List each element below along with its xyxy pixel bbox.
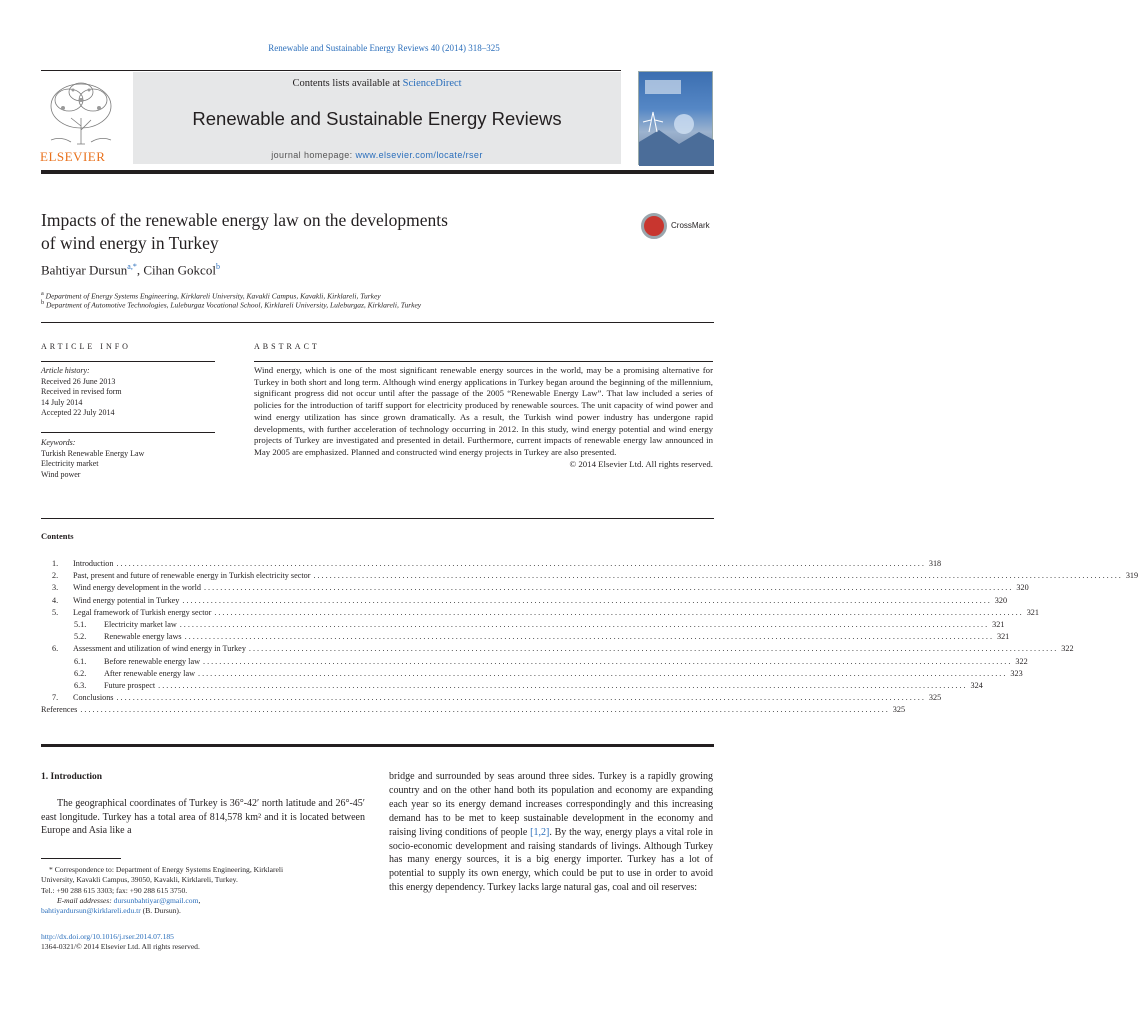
- body-paragraph: The geographical coordinates of Turkey is 36°-42′ north latitude and 26°-45′ east longitude. Turkey has a total area of 814,578 km² and it is located between Europe and Asia like a: [41, 798, 365, 837]
- toc-page: 319: [1125, 571, 1138, 581]
- toc-leader: ........................................................................................................................................................................................................: [182, 595, 992, 605]
- toc-number: 7.: [52, 693, 59, 703]
- toc-number: 5.2.: [74, 632, 87, 642]
- doi-link[interactable]: http://dx.doi.org/10.1016/j.rser.2014.07.185: [41, 932, 174, 941]
- divider: [41, 518, 714, 519]
- author-name: Bahtiyar Dursun: [41, 262, 128, 278]
- journal-citation[interactable]: Renewable and Sustainable Energy Reviews 40 (2014) 318–325: [268, 43, 500, 53]
- section-rule: [41, 744, 714, 747]
- divider: [41, 432, 215, 433]
- author-list: [41, 262, 220, 278]
- author-affiliation-link[interactable]: a,*: [127, 262, 137, 271]
- toc-label: Conclusions: [73, 693, 114, 703]
- article-info-heading: ARTICLE INFO: [41, 342, 131, 351]
- toc-leader: ........................................................................................................................................................................................................: [214, 607, 1024, 617]
- toc-number: 6.1.: [74, 656, 87, 666]
- toc-page: 321: [996, 632, 1010, 642]
- table-of-contents: [41, 559, 1138, 717]
- toc-number: 6.2.: [74, 668, 87, 678]
- toc-label: Introduction: [73, 559, 114, 568]
- toc-page: 325: [892, 705, 906, 715]
- toc-entry[interactable]: [41, 559, 942, 571]
- toc-page: 320: [994, 595, 1008, 605]
- divider: [41, 322, 714, 323]
- toc-entry[interactable]: [41, 668, 1023, 681]
- toc-leader: ........................................................................................................................................................................................................: [80, 705, 890, 715]
- toc-entry[interactable]: [41, 632, 1010, 644]
- abstract-copyright: © 2014 Elsevier Ltd. All rights reserved.: [569, 458, 713, 469]
- toc-entry[interactable]: [41, 656, 1028, 669]
- toc-label: Wind energy potential in Turkey: [73, 595, 180, 605]
- body-paragraph: bridge and surrounded by seas around three sides. Turkey is a rapidly growing country and on the other hand both its population and economy are expanding each year so its energy demand increases correspondingly and this increasing demand has to be met to keep sustainable development in the economy and raising living conditions of people [1,2]. By the way, energy plays a vital role in socio-economic development and raising standards of livings. Although Turkey has many energy sources, it is a big energy importer. Turkey has a lot of potential to supply its own energy, which could be put to use in order to avoid this energy dependency. Turkey lacks large natural gas, coal and oil reserves:: [389, 771, 713, 894]
- toc-leader: ........................................................................................................................................................................................................: [203, 656, 1013, 666]
- toc-label: Past, present and future of renewable energy in Turkish electricity sector: [73, 571, 311, 581]
- cover-illustration: [639, 72, 714, 166]
- journal-cover-image[interactable]: [638, 71, 713, 165]
- crossmark-label: CrossMark: [671, 221, 710, 230]
- elsevier-wordmark: ELSEVIER: [40, 149, 106, 164]
- divider: [41, 361, 215, 362]
- toc-page: 318: [928, 559, 942, 568]
- toc-number: 6.: [52, 644, 59, 654]
- header-top-rule: [41, 70, 621, 71]
- toc-page: 320: [1016, 583, 1029, 593]
- toc-number: 4.: [52, 595, 59, 605]
- correspondence-footnote: * Correspondence to: Department of Energy Systems Engineering, Kirklareli University, Kavakli Campus, 39050, Kavakli, Kirklareli, Turkey. Tel.: +90 288 615 3303; fax: +90 288 615 3750. E-mail addresses: dursunbahtiyar@gmail.com, bahtiyardursun@kirklareli.edu.tr (B. Dursun).: [41, 865, 284, 916]
- toc-leader: ........................................................................................................................................................................................................: [313, 571, 1123, 581]
- toc-entry[interactable]: [41, 607, 1039, 620]
- toc-page: 323: [1010, 668, 1023, 678]
- abstract-heading: ABSTRACT: [254, 342, 320, 351]
- citation-link[interactable]: [1,2]: [530, 826, 550, 838]
- email-link[interactable]: bahtiyardursun@kirklareli.edu.tr: [41, 906, 141, 916]
- affiliation-b: $^b$ Department of Automotive Technologies, Luleburgaz Vocational School, Kirklareli University, Luleburgaz, Kirklareli, Turkey: [41, 299, 422, 310]
- journal-homepage: journal homepage: www.elsevier.com/locate/rser: [271, 150, 483, 160]
- toc-page: 322: [1015, 656, 1028, 666]
- toc-page: 322: [1061, 644, 1074, 654]
- article-identifiers: [41, 932, 200, 953]
- contents-title: Contents: [41, 531, 74, 541]
- toc-entry[interactable]: [41, 583, 1029, 595]
- toc-page: 321: [1026, 607, 1039, 617]
- toc-number: 5.: [52, 607, 59, 617]
- crossmark-badge[interactable]: [641, 213, 719, 239]
- toc-leader: ........................................................................................................................................................................................................: [248, 644, 1059, 654]
- homepage-link[interactable]: www.elsevier.com/locate/rser: [355, 150, 483, 160]
- toc-label: Legal framework of Turkish energy sector: [73, 607, 212, 617]
- introduction-heading: 1. Introduction: [41, 772, 103, 782]
- sciencedirect-link[interactable]: ScienceDirect: [402, 78, 462, 89]
- toc-leader: ........................................................................................................................................................................................................: [184, 632, 994, 642]
- toc-page: 325: [928, 693, 942, 703]
- toc-number: 1.: [52, 559, 59, 568]
- toc-label: Renewable energy laws: [104, 632, 182, 642]
- toc-leader: ........................................................................................................................................................................................................: [198, 668, 1008, 678]
- article-history: Article history: Received 26 June 2013 Received in revised form 14 July 2014 Accepted 22 July 2014: [41, 366, 122, 417]
- toc-entry[interactable]: [41, 680, 983, 693]
- toc-leader: ........................................................................................................................................................................................................: [204, 583, 1014, 593]
- journal-name: Renewable and Sustainable Energy Reviews: [192, 108, 562, 129]
- footnote-rule: [41, 858, 121, 859]
- toc-label: Wind energy development in the world: [73, 583, 201, 593]
- toc-page: 321: [992, 619, 1005, 629]
- toc-leader: ........................................................................................................................................................................................................: [116, 559, 926, 568]
- email-link[interactable]: dursunbahtiyar@gmail.com: [113, 895, 199, 905]
- toc-page: 324: [970, 680, 983, 690]
- article-title: Impacts of the renewable energy law on the developments of wind energy in Turkey: [41, 210, 448, 253]
- toc-entry[interactable]: [41, 571, 1138, 583]
- toc-number: 3.: [52, 583, 59, 593]
- toc-entry[interactable]: [41, 693, 942, 705]
- issn-line: 1364-0321/© 2014 Elsevier Ltd. All rights reserved.: [41, 942, 200, 952]
- toc-number: 2.: [52, 571, 59, 581]
- toc-leader: ........................................................................................................................................................................................................: [179, 619, 990, 629]
- toc-leader: ........................................................................................................................................................................................................: [158, 680, 968, 690]
- toc-entry[interactable]: [41, 619, 1005, 632]
- affiliation-a: $^a$ Department of Energy Systems Engineering, Kirklareli University, Kavakli Campus, Kavakli, Kirklareli, Turkey: [41, 290, 381, 301]
- header-rule: [41, 170, 714, 174]
- toc-number: 5.1.: [74, 619, 87, 629]
- divider: [254, 361, 713, 362]
- toc-number: 6.3.: [74, 680, 87, 690]
- contents-available-line: Contents lists available at ScienceDirect: [292, 78, 462, 89]
- toc-entry[interactable]: [41, 705, 906, 717]
- toc-entry[interactable]: [41, 595, 1008, 608]
- toc-label: References: [41, 705, 78, 715]
- crossmark-icon: [641, 213, 667, 239]
- toc-entry[interactable]: [41, 644, 1074, 656]
- toc-leader: ........................................................................................................................................................................................................: [116, 693, 926, 703]
- keywords: Keywords: Turkish Renewable Energy Law Electricity market Wind power: [41, 438, 145, 479]
- body-column-right: [389, 770, 713, 895]
- author-name: , Cihan Gokcol: [136, 262, 216, 278]
- body-column-left: [41, 797, 365, 838]
- toc-label: Electricity market law: [104, 619, 177, 629]
- abstract-text: Wind energy, which is one of the most significant renewable energy sources in the world, may be a promising alternative for Turkey in both short and long term. Although wind energy applications in Turkey began around the beginning of the millennium, significant progress did not occur until after the passage of the 2005 “Renewable Energy Law”. That law included a series of policies for the introduction of tariff support for electricity produced by renewable sources. The unit capacity of wind power and wind energy utilization has since grown dramatically. As a result, the Turkish wind power industry has undergone rapid developments, with further acceleration of technology occurring in 2012. In this study, wind energy potential and wind energy projects of Turkey are investigated and presented in detail. Furthermore, current impacts of renewable energy law announced in May 2005 are emphasized. Planned and constructed wind energy projects in Turkey are also presented. © 2014 Elsevier Ltd. All rights reserved.: [254, 365, 713, 469]
- toc-label: Assessment and utilization of wind energy in Turkey: [73, 644, 246, 654]
- toc-label: Future prospect: [104, 680, 156, 690]
- toc-label: Before renewable energy law: [104, 656, 201, 666]
- author-affiliation-link[interactable]: b: [215, 262, 220, 271]
- toc-label: After renewable energy law: [104, 668, 196, 678]
- journal-masthead: [133, 72, 621, 164]
